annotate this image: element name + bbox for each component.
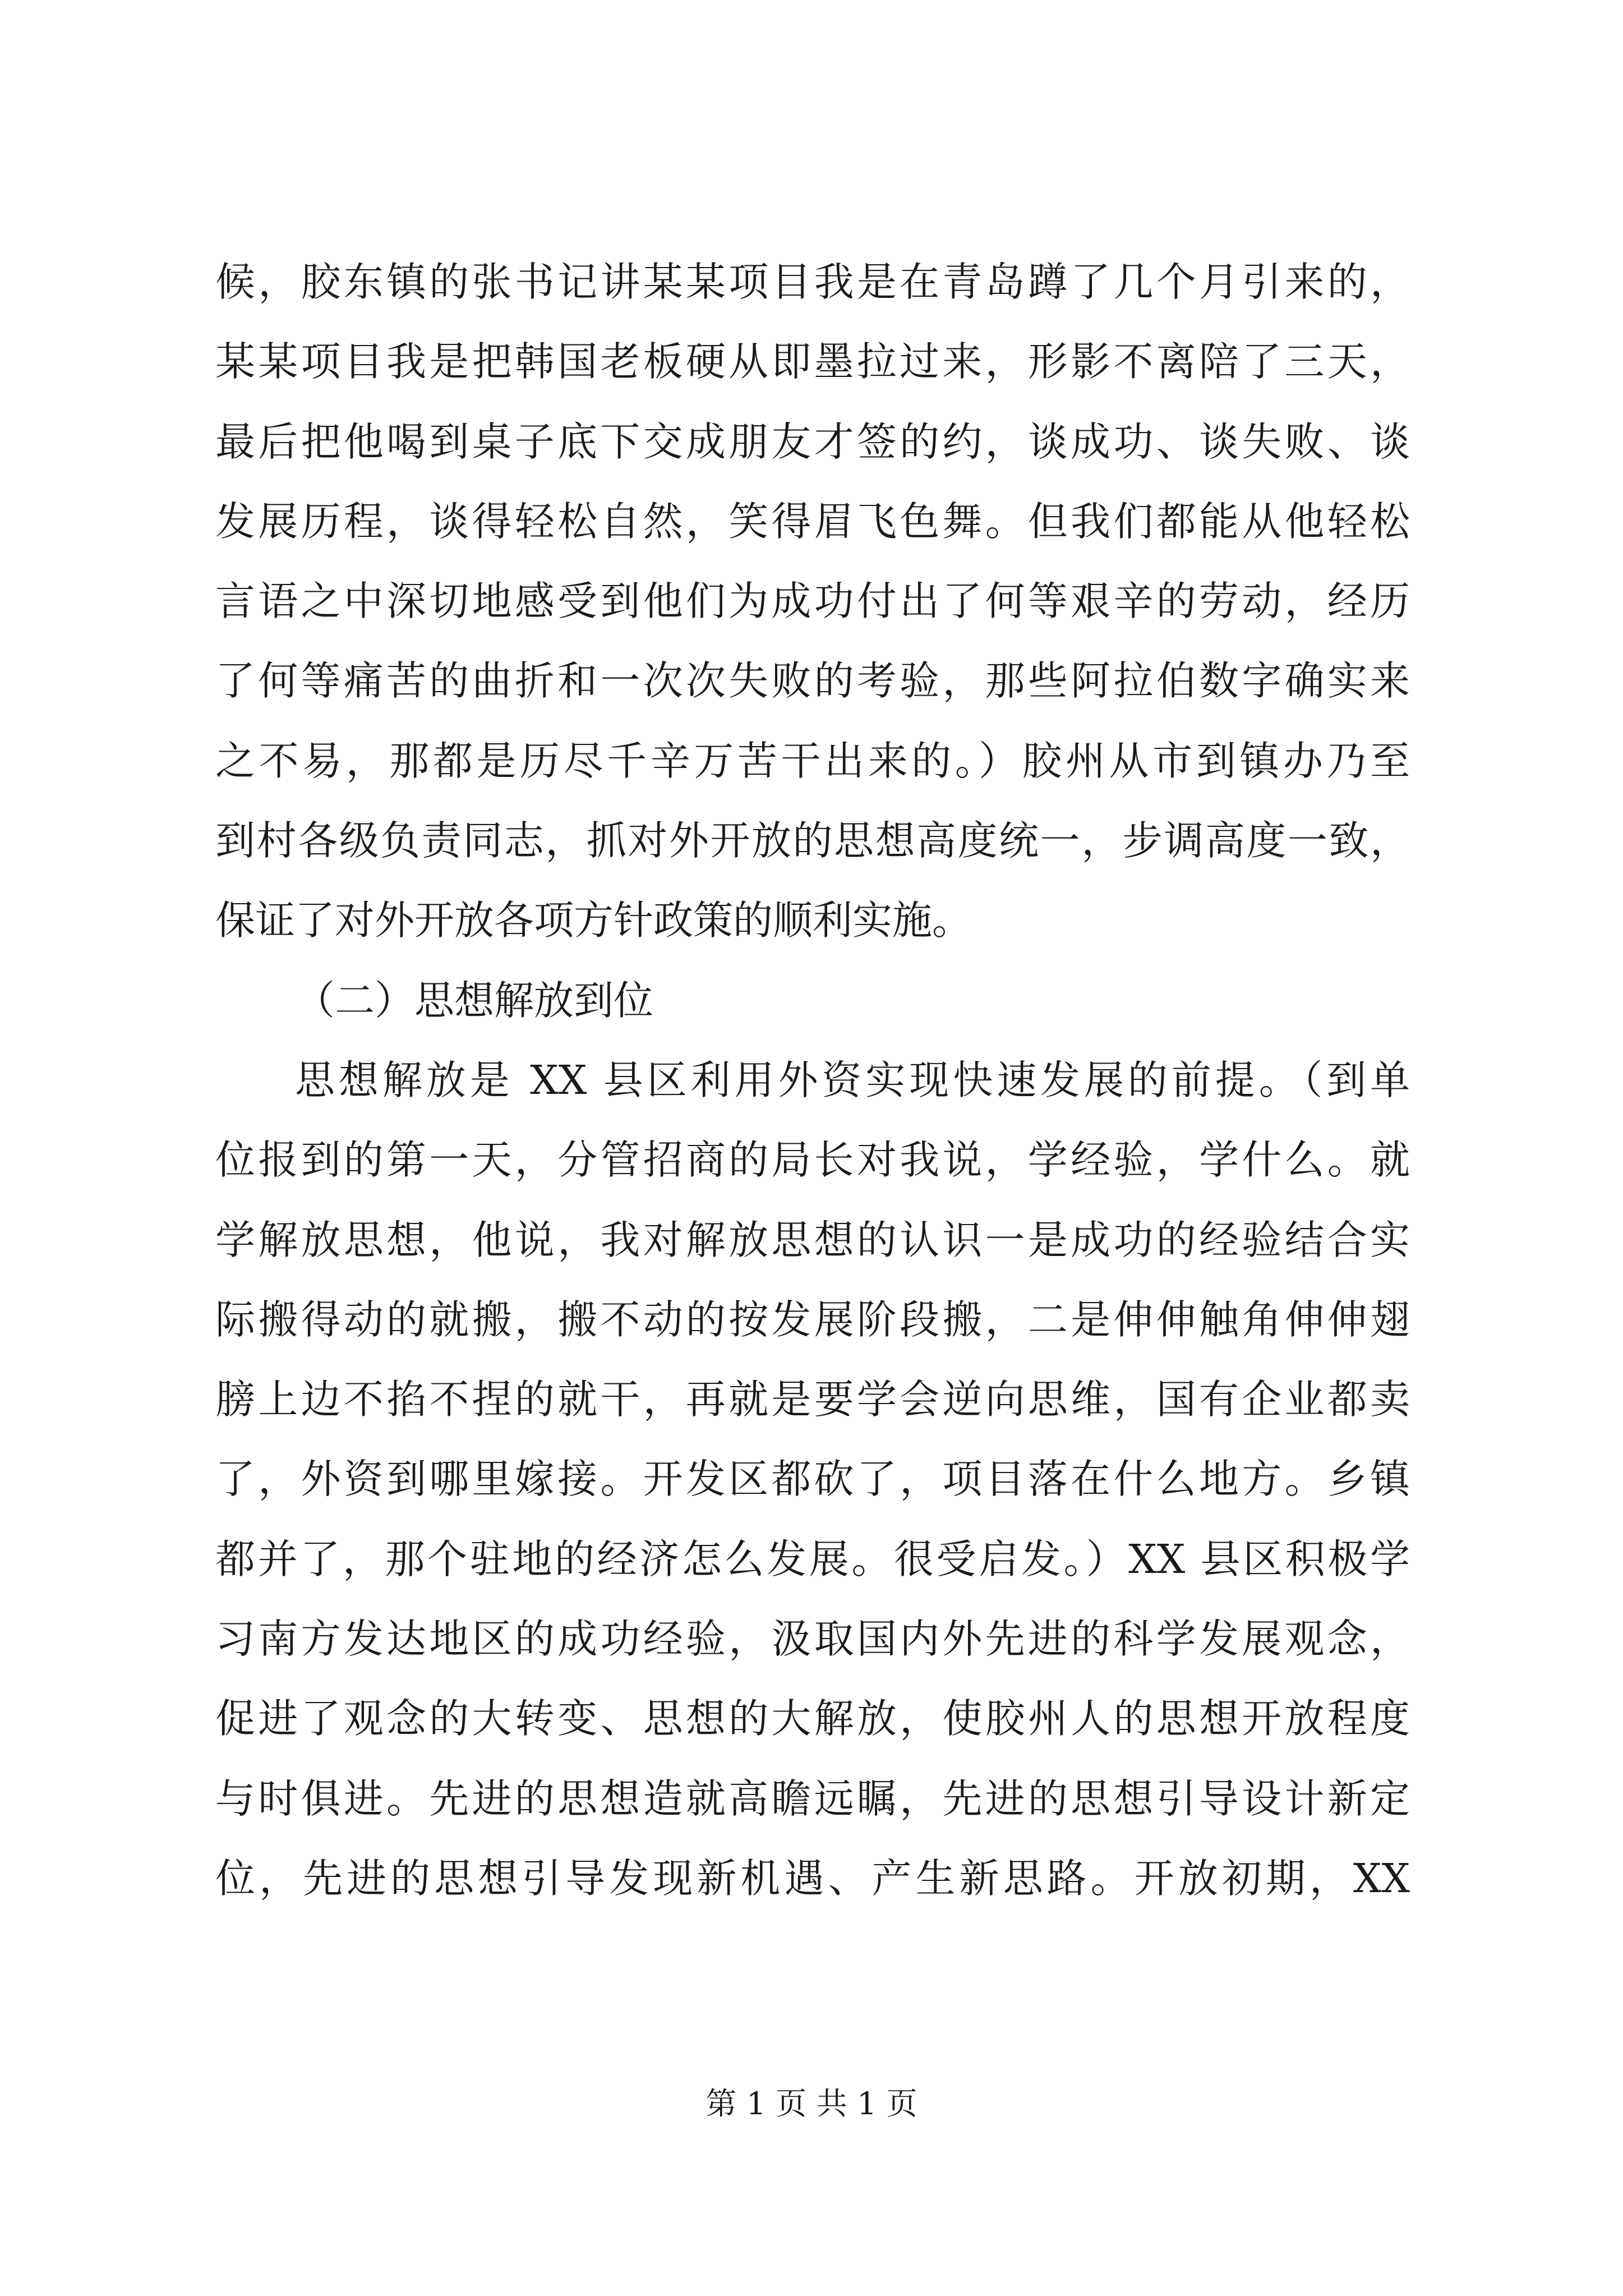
paragraph-line: 膀上边不掐不捏的就干，再就是要学会逆向思维，国有企业都卖 — [215, 1376, 1410, 1423]
paragraph-line: 到村各级负责同志，抓对外开放的思想高度统一，步调高度一致， — [215, 817, 1410, 864]
paragraph-line: 学解放思想，他说，我对解放思想的认识一是成功的经验结合实 — [215, 1216, 1410, 1263]
paragraph-line: 与时俱进。先进的思想造就高瞻远瞩，先进的思想引导设计新定 — [215, 1775, 1410, 1822]
paragraph-line: 了，外资到哪里嫁接。开发区都砍了，项目落在什么地方。乡镇 — [215, 1456, 1410, 1503]
paragraph-line: 际搬得动的就搬，搬不动的按发展阶段搬，二是伸伸触角伸伸翅 — [215, 1296, 1410, 1343]
paragraph-line: 位报到的第一天，分管招商的局长对我说，学经验，学什么。就 — [215, 1137, 1410, 1184]
paragraph-line: 习南方发达地区的成功经验，汲取国内外先进的科学发展观念， — [215, 1616, 1410, 1663]
paragraph-line: 保证了对外开放各项方针政策的顺利实施。 — [215, 897, 972, 944]
paragraph-line: 了何等痛苦的曲折和一次次失败的考验，那些阿拉伯数字确实来 — [215, 657, 1410, 705]
paragraph-line: 候，胶东镇的张书记讲某某项目我是在青岛蹲了几个月引来的， — [215, 259, 1410, 305]
document-body — [215, 242, 1410, 1918]
page-footer: 第 1 页 共 1 页 — [706, 2086, 917, 2122]
paragraph-line: 思想解放是 XX 县区利用外资实现快速发展的前提。（到单 — [295, 1056, 1410, 1103]
paragraph-line: 位，先进的思想引导发现新机遇、产生新思路。开放初期，XX — [215, 1855, 1410, 1902]
paragraph-line: 都并了，那个驻地的经济怎么发展。很受启发。）XX 县区积极学 — [215, 1535, 1410, 1582]
paragraph-line: 促进了观念的大转变、思想的大解放，使胶州人的思想开放程度 — [215, 1695, 1410, 1742]
paragraph-line: 发展历程，谈得轻松自然，笑得眉飞色舞。但我们都能从他轻松 — [215, 498, 1410, 545]
paragraph-line: 某某项目我是把韩国老板硬从即墨拉过来，形影不离陪了三天， — [215, 338, 1410, 385]
paragraph-line: 言语之中深切地感受到他们为成功付出了何等艰辛的劳动，经历 — [215, 578, 1410, 625]
section-heading: （二）思想解放到位 — [295, 977, 654, 1024]
paragraph-line: 之不易，那都是历尽千辛万苦干出来的。）胶州从市到镇办乃至 — [215, 737, 1410, 784]
paragraph-line: 最后把他喝到桌子底下交成朋友才签的约，谈成功、谈失败、谈 — [215, 418, 1410, 465]
